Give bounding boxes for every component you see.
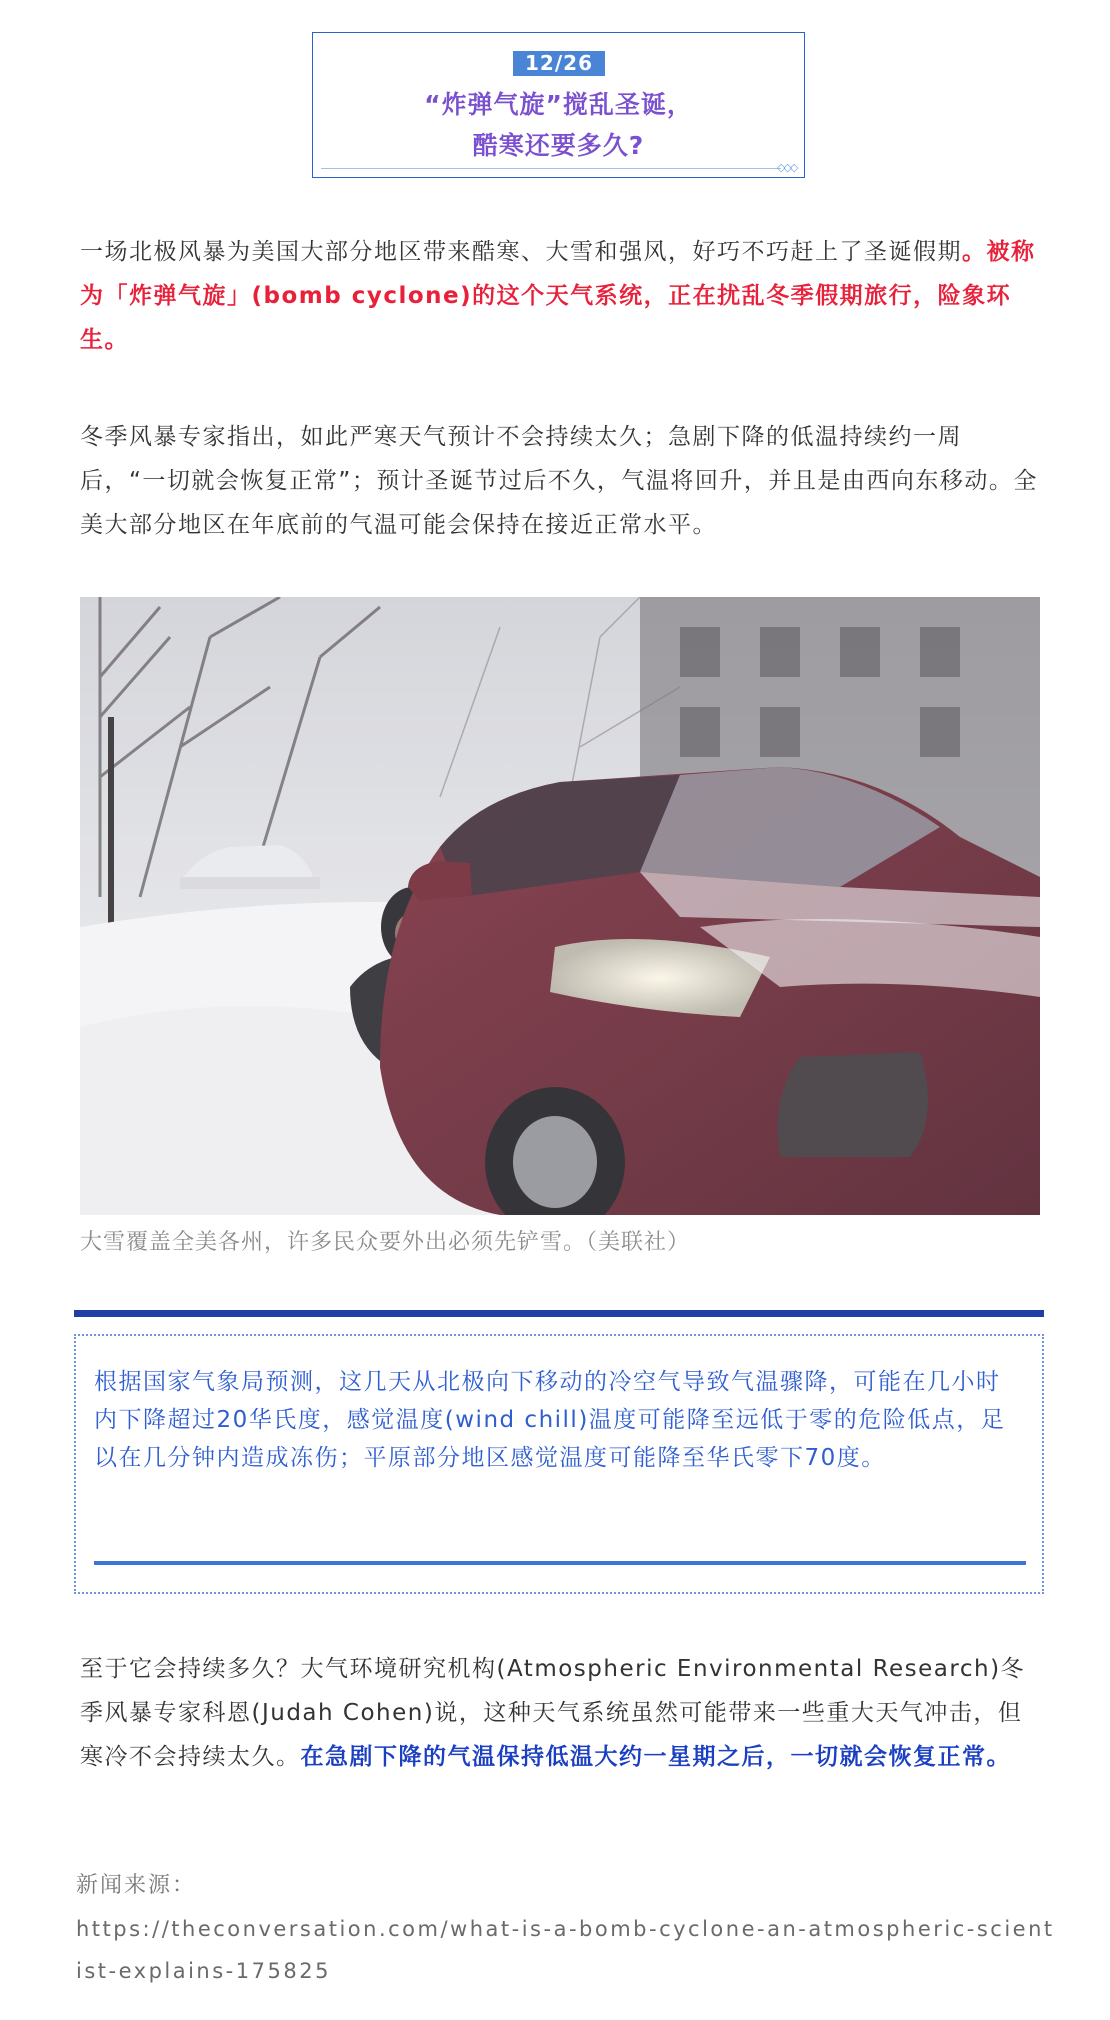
title-decor-line xyxy=(321,168,781,169)
snowstorm-photo-image xyxy=(80,597,1040,1215)
date-badge: 12/26 xyxy=(513,51,605,76)
quote-top-bar xyxy=(74,1310,1044,1317)
duration-text: 至于它会持续多久？大气环境研究机构(Atmospheric Environmental Research)冬季风暴专家科恩(Judah Cohen)说，这种天气系统虽然可能带来一些重大天气冲击，但寒冷不会持续太久。 xyxy=(80,1656,1026,1770)
source-link[interactable]: https://theconversation.com/what-is-a-bomb-cyclone-an-atmospheric-scientist-explains-175825 xyxy=(76,1917,1055,1983)
title-box xyxy=(312,32,805,178)
source-label: 新闻来源： xyxy=(76,1873,197,1898)
expert-paragraph: 冬季风暴专家指出，如此严寒天气预计不会持续太久；急剧下降的低温持续约一周后，“一切就会恢复正常”；预计圣诞节过后不久，气温将回升，并且是由西向东移动。全美大部分地区在年底前的气温可能会保持在接近正常水平。 xyxy=(80,424,1038,538)
quote-box xyxy=(74,1334,1044,1594)
intro-highlight: 。被称为「炸弹气旋」(bomb cyclone)的这个天气系统，正在扰乱冬季假期旅行，险象环生。 xyxy=(80,239,1036,353)
article-title-line1: “炸弹气旋”搅乱圣诞， xyxy=(424,90,693,119)
intro-paragraph xyxy=(80,230,1040,362)
intro-text: 一场北极风暴为美国大部分地区带来酷寒、大雪和强风，好巧不巧赶上了圣诞假期 xyxy=(80,239,962,265)
article-title-line2: 酷寒还要多久? xyxy=(472,131,645,160)
quote-text: 根据国家气象局预测，这几天从北极向下移动的冷空气导致气温骤降，可能在几小时内下降超过20华氏度，感觉温度(wind chill)温度可能降至远低于零的危险低点，足以在几分钟内造成冻伤；平原部分地区感觉温度可能降至华氏零下70度。 xyxy=(94,1369,1006,1471)
snowstorm-photo xyxy=(80,597,1040,1215)
duration-highlight: 在急剧下降的气温保持低温大约一星期之后，一切就会恢复正常。 xyxy=(300,1744,1011,1770)
diamond-decor-icon: ◇◇◇ xyxy=(777,161,797,174)
quote-bottom-bar xyxy=(94,1561,1026,1565)
duration-paragraph xyxy=(80,1647,1040,1779)
photo-caption: 大雪覆盖全美各州，许多民众要外出必须先铲雪。（美联社） xyxy=(80,1230,691,1255)
